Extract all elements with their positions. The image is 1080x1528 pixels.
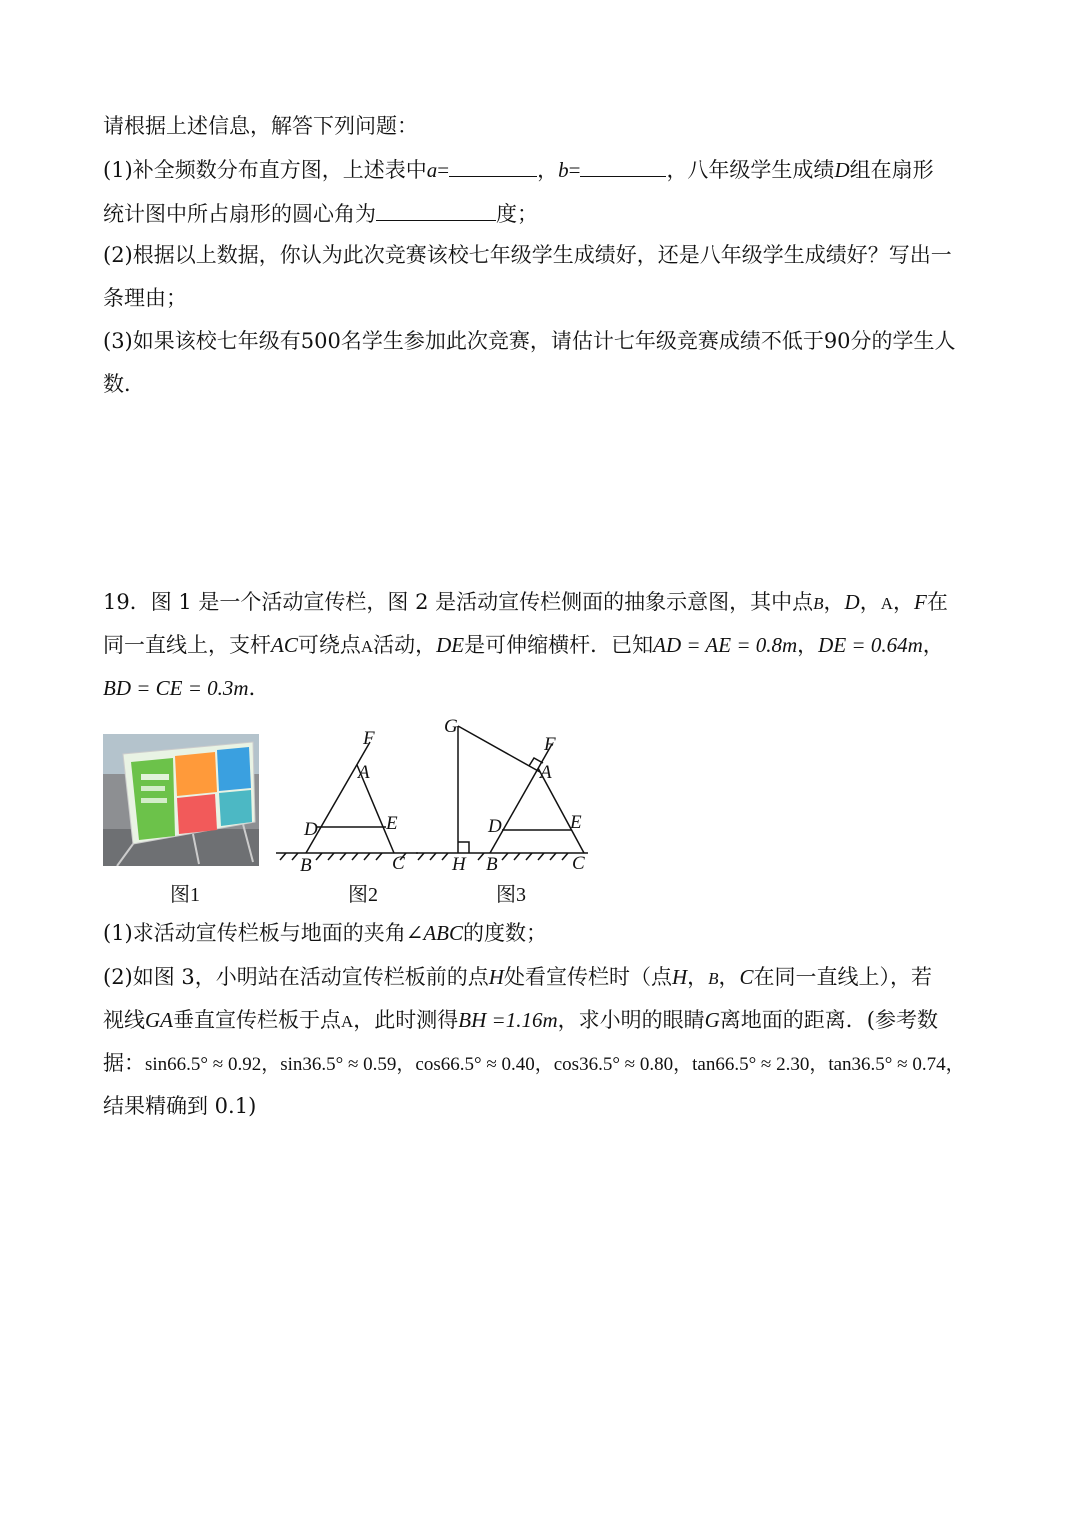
- q18-part2-line2: 条理由；: [103, 286, 187, 310]
- answer-blank-b[interactable]: [580, 154, 666, 177]
- answer-blank-angle[interactable]: [376, 198, 496, 221]
- label-B: B: [300, 855, 312, 876]
- label-A: A: [540, 762, 552, 783]
- label-G: G: [444, 716, 458, 737]
- q18-part2-line1: (2)根据以上数据，你认为此次竞赛该校七年级学生成绩好，还是八年级学生成绩好？写出一: [103, 243, 952, 267]
- figure1-caption: 图1: [170, 884, 200, 906]
- label-H: H: [452, 854, 466, 875]
- label-D: D: [488, 816, 502, 837]
- answer-blank-a[interactable]: [449, 154, 537, 177]
- q19-sub2-line4: 结果精确到 0.1): [103, 1094, 257, 1118]
- label-A: A: [358, 762, 370, 783]
- q19-line3: BD = CE = 0.3m．: [103, 676, 270, 700]
- figure2-diagram: [270, 726, 420, 876]
- label-D: D: [304, 819, 318, 840]
- q19-sub2-line2: 视线GA垂直宣传栏板于点A，此时测得BH =1.16m，求小明的眼睛G离地面的距离．(参考数: [103, 1008, 938, 1032]
- q19-line2: 同一直线上，支杆AC可绕点A活动，DE是可伸缩横杆．已知AD = AE = 0.8m，DE = 0.64m，: [103, 633, 944, 657]
- figure3-caption: 图3: [496, 884, 526, 906]
- label-F: F: [363, 728, 375, 749]
- label-C: C: [392, 853, 405, 874]
- label-C: C: [572, 853, 585, 874]
- line-GA: [458, 726, 540, 772]
- q18-intro: 请根据上述信息，解答下列问题：: [103, 114, 418, 138]
- q18-part3-line2: 数．: [103, 372, 145, 396]
- figure1-photo: [103, 734, 259, 866]
- figure3-diagram: [412, 712, 592, 876]
- q19-sub2-line3: 据：sin66.5° ≈ 0.92，sin36.5° ≈ 0.59，cos66.5° ≈ 0.40，cos36.5° ≈ 0.80，tan66.5° ≈ 2.30，tan36.5° ≈ 0.74，: [103, 1051, 965, 1075]
- q18-part1-line2: 统计图中所占扇形的圆心角为 度；: [103, 198, 538, 229]
- q19-line1: 19．图 1 是一个活动宣传栏，图 2 是活动宣传栏侧面的抽象示意图，其中点B，D，A，F在: [103, 590, 948, 614]
- label-F: F: [544, 734, 556, 755]
- q18-part1-line1: (1)补全频数分布直方图，上述表中a= ，b= ，八年级学生成绩D组在扇形: [103, 154, 934, 185]
- q19-sub2-line1: (2)如图 3，小明站在活动宣传栏板前的点H处看宣传栏时（点H，B，C在同一直线上），若: [103, 965, 933, 989]
- right-angle-H: [458, 842, 469, 853]
- q18-part3-line1: (3)如果该校七年级有500名学生参加此次竞赛，请估计七年级竞赛成绩不低于90分的学生人: [103, 329, 956, 353]
- label-B: B: [486, 854, 498, 875]
- label-E: E: [386, 813, 398, 834]
- label-E: E: [570, 812, 582, 833]
- figure2-caption: 图2: [348, 884, 378, 906]
- q19-sub1: (1)求活动宣传栏板与地面的夹角∠ABC的度数；: [103, 921, 548, 945]
